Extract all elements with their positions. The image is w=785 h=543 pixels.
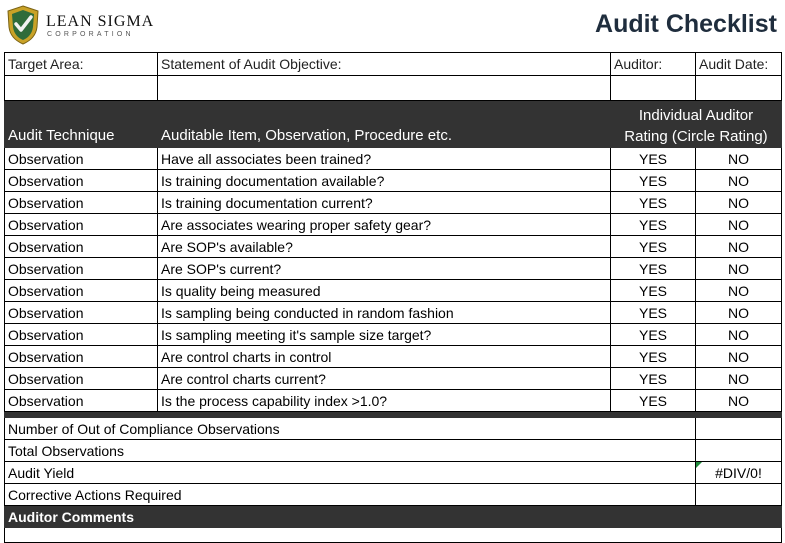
- technique-cell: Observation: [5, 368, 158, 390]
- rating-yes[interactable]: YES: [611, 302, 696, 324]
- table-row: [5, 148, 782, 170]
- rating-no[interactable]: NO: [696, 236, 782, 258]
- rating-no[interactable]: NO: [696, 170, 782, 192]
- item-cell: Is the process capability index >1.0?: [158, 390, 611, 412]
- technique-cell: Observation: [5, 192, 158, 214]
- item-cell: Is sampling meeting it's sample size target?: [158, 324, 611, 346]
- rating-no[interactable]: NO: [696, 148, 782, 170]
- rating-no[interactable]: NO: [696, 368, 782, 390]
- rating-no[interactable]: NO: [696, 192, 782, 214]
- item-cell: Are control charts current?: [158, 368, 611, 390]
- auditor-comments-label: Auditor Comments: [5, 506, 782, 528]
- rating-no[interactable]: NO: [696, 280, 782, 302]
- table-row: [5, 170, 782, 192]
- rating-yes[interactable]: YES: [611, 368, 696, 390]
- technique-cell: Observation: [5, 148, 158, 170]
- objective-cell[interactable]: [158, 76, 611, 101]
- comments-header-row: [5, 506, 782, 528]
- header-labels-row: [5, 53, 782, 76]
- technique-cell: Observation: [5, 214, 158, 236]
- rating-no[interactable]: NO: [696, 302, 782, 324]
- target-area-label: Target Area:: [5, 53, 158, 76]
- technique-cell: Observation: [5, 324, 158, 346]
- rating-yes[interactable]: YES: [611, 192, 696, 214]
- shield-logo-icon: [6, 5, 40, 45]
- technique-cell: Observation: [5, 236, 158, 258]
- corrective-actions-value[interactable]: [696, 484, 782, 506]
- rating-yes[interactable]: YES: [611, 214, 696, 236]
- technique-cell: Observation: [5, 390, 158, 412]
- audit-date-label: Audit Date:: [696, 53, 782, 76]
- rating-yes[interactable]: YES: [611, 280, 696, 302]
- total-observations-label: Total Observations: [5, 440, 696, 462]
- item-cell: Is training documentation available?: [158, 170, 611, 192]
- audit-yield-label: Audit Yield: [5, 462, 696, 484]
- page-title: Audit Checklist: [595, 10, 777, 38]
- auditor-label: Auditor:: [611, 53, 696, 76]
- table-row: [5, 368, 782, 390]
- out-of-compliance-value[interactable]: [696, 418, 782, 440]
- rating-yes[interactable]: YES: [611, 236, 696, 258]
- item-cell: Is sampling being conducted in random fashion: [158, 302, 611, 324]
- column-header-row: [5, 101, 782, 148]
- summary-row: [5, 462, 782, 484]
- item-cell: Is training documentation current?: [158, 192, 611, 214]
- table-row: [5, 214, 782, 236]
- header-input-row: [5, 76, 782, 101]
- item-cell: Is quality being measured: [158, 280, 611, 302]
- summary-row: [5, 418, 782, 440]
- comments-body-row: [5, 528, 782, 543]
- col-header-rating: [611, 101, 782, 148]
- table-row: [5, 236, 782, 258]
- item-cell: Are control charts in control: [158, 346, 611, 368]
- rating-yes[interactable]: YES: [611, 346, 696, 368]
- technique-cell: Observation: [5, 346, 158, 368]
- target-area-cell[interactable]: [5, 76, 158, 101]
- logo-subtitle: CORPORATION: [47, 31, 134, 38]
- logo-name: LEAN SIGMA: [46, 13, 155, 30]
- item-cell: Are associates wearing proper safety gear?: [158, 214, 611, 236]
- table-row: [5, 258, 782, 280]
- rating-yes[interactable]: YES: [611, 148, 696, 170]
- technique-cell: Observation: [5, 280, 158, 302]
- technique-cell: Observation: [5, 170, 158, 192]
- out-of-compliance-label: Number of Out of Compliance Observations: [5, 418, 696, 440]
- audit-date-cell[interactable]: [696, 76, 782, 101]
- rating-yes[interactable]: YES: [611, 258, 696, 280]
- rating-no[interactable]: NO: [696, 390, 782, 412]
- item-cell: Are SOP's current?: [158, 258, 611, 280]
- audit-yield-value[interactable]: #DIV/0!: [696, 462, 782, 484]
- item-cell: Are SOP's available?: [158, 236, 611, 258]
- table-row: [5, 192, 782, 214]
- technique-cell: Observation: [5, 302, 158, 324]
- rating-no[interactable]: NO: [696, 258, 782, 280]
- rating-no[interactable]: NO: [696, 324, 782, 346]
- table-row: [5, 346, 782, 368]
- table-row: [5, 280, 782, 302]
- rating-yes[interactable]: YES: [611, 170, 696, 192]
- col-header-item: Auditable Item, Observation, Procedure etc.: [158, 101, 611, 148]
- auditor-cell[interactable]: [611, 76, 696, 101]
- total-observations-value[interactable]: [696, 440, 782, 462]
- audit-checklist-table: [4, 52, 782, 543]
- rating-yes[interactable]: YES: [611, 324, 696, 346]
- summary-row: [5, 484, 782, 506]
- objective-label: Statement of Audit Objective:: [158, 53, 611, 76]
- col-header-technique: Audit Technique: [5, 101, 158, 148]
- rating-no[interactable]: NO: [696, 346, 782, 368]
- summary-row: [5, 440, 782, 462]
- rating-yes[interactable]: YES: [611, 390, 696, 412]
- table-row: [5, 390, 782, 412]
- rating-header-line1: Individual Auditor: [638, 107, 754, 124]
- rating-header-line2: Rating (Circle Rating): [624, 128, 768, 145]
- company-logo: [6, 4, 156, 46]
- item-cell: Have all associates been trained?: [158, 148, 611, 170]
- corrective-actions-label: Corrective Actions Required: [5, 484, 696, 506]
- technique-cell: Observation: [5, 258, 158, 280]
- rating-no[interactable]: NO: [696, 214, 782, 236]
- table-row: [5, 324, 782, 346]
- auditor-comments-field[interactable]: [5, 528, 782, 543]
- table-row: [5, 302, 782, 324]
